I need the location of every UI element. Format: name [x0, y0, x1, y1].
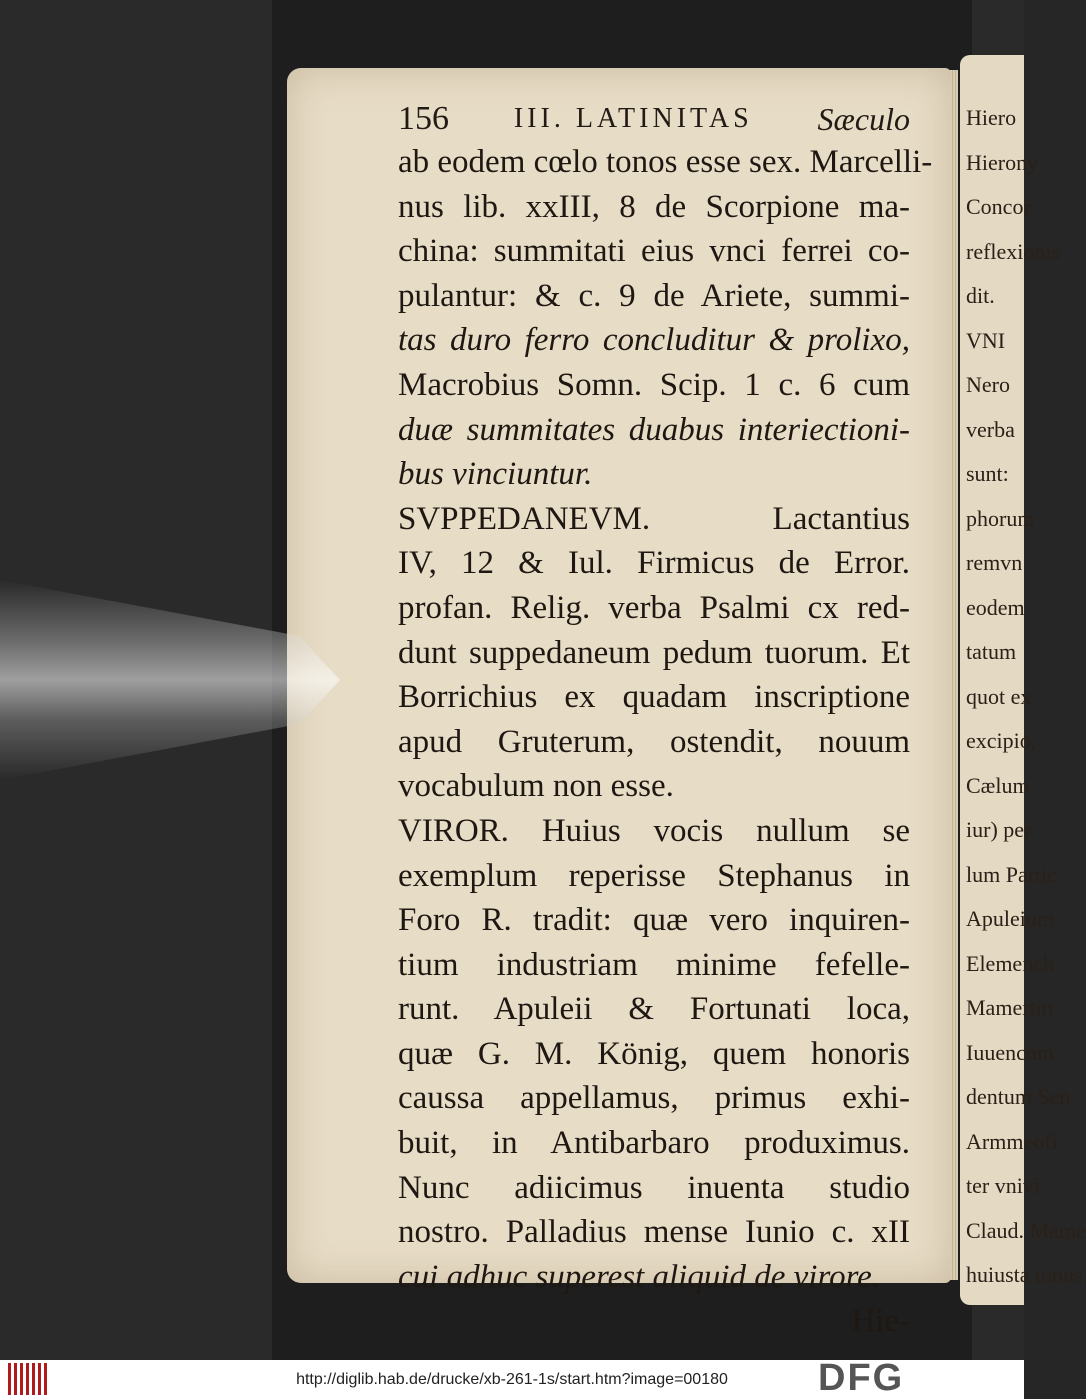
facing-page-fragment: quot ex: [966, 683, 1032, 709]
facing-page-fragment: huiusta tonus: [966, 1262, 1083, 1287]
text-line: ab eodem cœlo tonos esse sex. Marcelli-: [398, 144, 933, 180]
facing-page-fragment: reflexionis: [966, 238, 1061, 264]
text-line: buit, in Antibarbaro produximus.: [398, 1125, 910, 1162]
text-line: IV, 12 & Iul. Firmicus de Error.: [398, 545, 910, 582]
text-line: bus vinciuntur.: [398, 456, 593, 493]
text-line: profan. Relig. verba Psalmi cx red-: [398, 589, 910, 626]
facing-page-fragment: lum Partic: [966, 861, 1058, 887]
facing-page-fragment: Armmeofi: [966, 1128, 1058, 1154]
facing-page: [960, 55, 1086, 1305]
facing-page-fragment: VNI: [966, 327, 1006, 353]
text-line: dunt suppedaneum pedum tuorum. Et: [398, 634, 910, 671]
running-title: III. LATINITAS: [513, 103, 753, 134]
page-body-text: [398, 140, 933, 1344]
text-line: china: summitati eius vnci ferrei co-: [398, 233, 910, 270]
text-line: quæ G. M. König, quem honoris: [398, 1035, 910, 1072]
text-line: caussa appellamus, primus exhi-: [398, 1080, 910, 1117]
source-url[interactable]: http://diglib.hab.de/drucke/xb-261-1s/start.htm?image=00180: [296, 1371, 728, 1388]
facing-page-fragment: iur) per: [966, 817, 1032, 842]
text-line: Macrobius Somn. Scip. 1 c. 6 cum: [398, 366, 910, 403]
text-line: Foro R. tradit: quæ vero inquiren-: [398, 902, 910, 939]
text-line: pulantur: & c. 9 de Ariete, summi-: [398, 277, 910, 314]
facing-page-fragment: Mamertin: [966, 995, 1053, 1020]
facing-page-fragment: Concor: [966, 194, 1031, 219]
facing-page-fragment: dentum Sen: [966, 1084, 1071, 1109]
facing-page-fragment: Cælum: [966, 772, 1030, 798]
facing-page-fragment: verba: [966, 416, 1015, 442]
page-number: 156: [398, 100, 449, 137]
running-side-word: Sæculo: [817, 100, 910, 137]
text-line: runt. Apuleii & Fortunati loca,: [398, 991, 910, 1028]
text-line: cui adhuc superest aliquid de virore.: [398, 1258, 881, 1295]
dfg-logo: DFG: [818, 1357, 905, 1399]
facing-page-fragment: Hierony: [966, 149, 1039, 175]
facing-page-fragment: eodem: [966, 594, 1025, 620]
facing-page-fragment: Iuuencum: [966, 1039, 1054, 1065]
facing-page-fragment: dit.: [966, 283, 995, 308]
text-line: nus lib. xxIII, 8 de Scorpione ma-: [398, 188, 910, 225]
facing-page-fragment: Claud. Mame: [966, 1217, 1086, 1243]
text-line: tas duro ferro concluditur & prolixo,: [398, 322, 910, 359]
text-line: exemplum reperisse Stephanus in: [398, 857, 910, 894]
text-line: Nunc adiicimus inuenta studio: [398, 1169, 910, 1206]
facing-page-fragment: Hiero: [966, 105, 1017, 130]
facing-page-fragment: Apuleium: [966, 906, 1054, 931]
text-line: duæ summitates duabus interiectioni-: [398, 411, 910, 448]
text-line: vocabulum non esse.: [398, 768, 674, 805]
running-head: [398, 96, 910, 142]
facing-page-fragment: tatum: [966, 639, 1017, 664]
text-line: nostro. Palladius mense Iunio c. xII: [398, 1214, 910, 1251]
text-line: VIROR. Huius vocis nullum se: [398, 812, 910, 849]
facing-page-fragment: remvn: [966, 550, 1023, 575]
facing-page-fragment: Elemench: [966, 950, 1054, 976]
text-line: Hie-: [851, 1303, 910, 1340]
text-line: SVPPEDANEVM. Lactantius: [398, 500, 910, 537]
facing-page-fragment: excipio,: [966, 728, 1037, 753]
facing-page-fragment: ter vnivi: [966, 1173, 1040, 1198]
text-line: apud Gruterum, ostendit, nouum: [398, 723, 910, 760]
text-line: tium industriam minime fefelle-: [398, 946, 910, 983]
text-line: Borrichius ex quadam inscriptione: [398, 679, 910, 716]
facing-page-fragment: Nero: [966, 372, 1010, 397]
facing-page-fragment: phorum: [966, 505, 1035, 531]
facing-page-fragment: sunt:: [966, 461, 1009, 486]
